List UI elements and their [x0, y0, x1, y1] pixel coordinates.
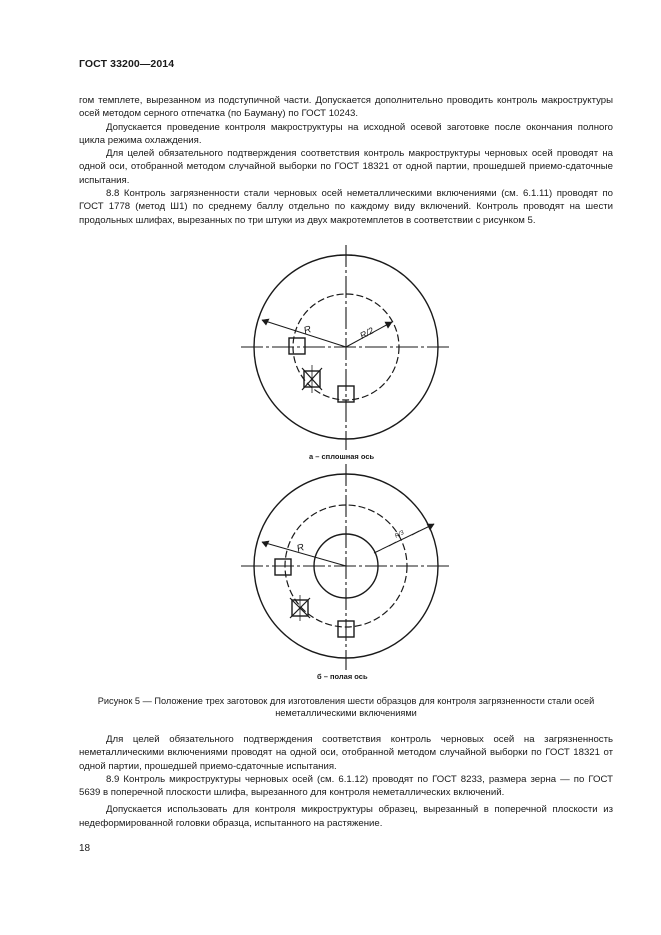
paragraph-5: Для целей обязательного подтверждения соответствия контроль черновых осей на загрязненность неметаллическими включениями проводят на одной оси, отобранной методом случайной выборки по ГОСТ 18321 от одной партии, прошедшей приемо-сдаточные испытания.: [79, 734, 613, 772]
caption-diagram-b: б – полая ось: [317, 672, 368, 681]
caption-diagram-a: а – сплошная ось: [309, 452, 375, 461]
specimen-square-1-a: [289, 338, 305, 354]
label-R3-b: R/3: [394, 530, 406, 540]
paragraph-2: Допускается проведение контроля макроструктуры на исходной осевой заготовке после окончания полного цикла режима охлаждения.: [79, 121, 613, 146]
paragraph-4: 8.8 Контроль загрязненности стали черновых осей неметаллическими включениями (см. 6.1.11) проводят по ГОСТ 1778 (метод Ш1) по среднему баллу отдельно по каждому виду включений. Контроль проводят на шести продольных шлифах, вырезанных по три штуки из двух макротемплетов в соответствии с рисунком 5.: [79, 188, 613, 226]
specimen-square-1-b: [275, 559, 291, 575]
figure-caption: Рисунок 5 — Положение трех заготовок для изготовления шести образцов для контроля загрязненности стали осей неметаллическими включениями: [97, 696, 595, 719]
diagram-hollow-axle: [241, 464, 451, 670]
paragraph-3: Для целей обязательного подтверждения соответствия контроль макроструктуры черновых осей проводят на одной оси, отобранной методом случайной выборки по ГОСТ 18321 от одной партии, прошедшей приемо-сдаточные испытания.: [79, 148, 613, 186]
label-R-b: R: [295, 542, 306, 555]
bottom-text-block: [79, 733, 613, 830]
paragraph-7: Допускается использовать для контроля микроструктуры образец, вырезанный в поперечной плоскости из недеформированной головки образца, испытанного на растяжение.: [79, 804, 613, 829]
label-R2-a: R/2: [358, 325, 376, 341]
document-header: ГОСТ 33200—2014: [79, 58, 175, 70]
diagram-solid-axle: [241, 245, 451, 450]
paragraph-1: гом темплете, вырезанном из подступичной части. Допускается дополнительно проводить контроль макроструктуры осей методом серного отпечатка (по Бауману) по ГОСТ 10243.: [79, 95, 613, 120]
page-number: 18: [79, 843, 91, 854]
label-R-a: R: [302, 324, 313, 337]
paragraph-6: 8.9 Контроль микроструктуры черновых осей (см. 6.1.12) проводят по ГОСТ 8233, размера зерна — по ГОСТ 5639 в поперечной плоскости шлифа, вырезанного для контроля неметаллических включений.: [79, 773, 613, 799]
